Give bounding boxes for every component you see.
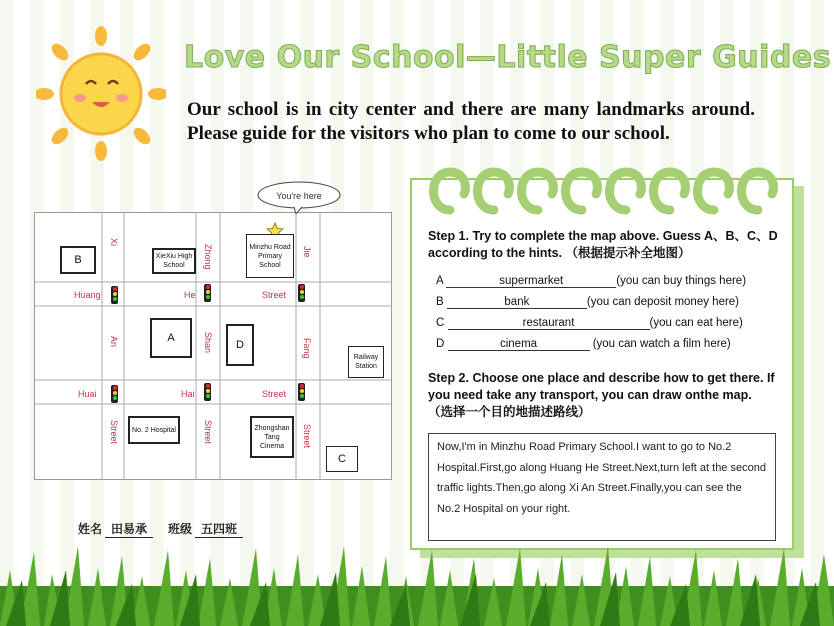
grass-decoration bbox=[0, 540, 834, 626]
answer-b-value: bank bbox=[447, 296, 587, 309]
place-minzhu-road-primary-school: Minzhu Road Primary School bbox=[246, 234, 294, 278]
answer-row-c: C restaurant (you can eat here) bbox=[436, 317, 743, 329]
place-d: D bbox=[226, 324, 254, 366]
place-b: B bbox=[60, 246, 96, 274]
student-info bbox=[78, 520, 243, 538]
street-label-shan: Shan bbox=[203, 332, 213, 354]
answer-a-hint: (you can buy things here) bbox=[616, 275, 747, 287]
traffic-light-icon bbox=[298, 383, 305, 401]
traffic-light-icon bbox=[298, 284, 305, 302]
answer-b-hint: (you can deposit money here) bbox=[586, 296, 740, 308]
class-value: 五四班 bbox=[195, 520, 243, 538]
street-label-street-center: Street bbox=[203, 420, 213, 445]
street-label-street-left: Street bbox=[109, 420, 119, 445]
street-label-zhong: Zhong bbox=[203, 244, 213, 270]
traffic-light-icon bbox=[111, 286, 118, 304]
place-railway-station: Railway Station bbox=[348, 346, 384, 378]
street-label-he: He bbox=[184, 290, 196, 300]
answer-d-value: cinema bbox=[448, 338, 590, 351]
street-label-huai: Huai bbox=[78, 389, 97, 399]
class-label: 班级 bbox=[168, 522, 193, 536]
street-label-xi: Xi bbox=[109, 238, 119, 247]
place-no2-hospital: No. 2 Hospital bbox=[128, 416, 180, 444]
step2-instructions: Step 2. Choose one place and describe how to get there. If you need take any transport, you can draw onthe map. （选择一个目的地描述路线） bbox=[428, 371, 775, 419]
answer-c-hint: (you can eat here) bbox=[649, 317, 743, 329]
route-description: Now,I'm in Minzhu Road Primary School.I want to go to No.2 Hospital.First,go along Huang He Street.Next,turn left at the second traffic lights.Then,go along Xi An Street.Finally,you can see the No.2 Hospital on your right. bbox=[428, 433, 776, 541]
name-label: 姓名 bbox=[78, 522, 103, 536]
intro-text: Our school is in city center and there are many landmarks around. Please guide for the visitors who plan to come to our school. bbox=[187, 99, 755, 144]
place-a: A bbox=[150, 318, 192, 358]
answer-c-value: restaurant bbox=[448, 317, 650, 330]
place-xiexiu-high-school: XieXiu High School bbox=[152, 248, 196, 274]
street-label-huang: Huang bbox=[74, 290, 101, 300]
traffic-light-icon bbox=[204, 383, 211, 401]
sun-illustration bbox=[36, 26, 166, 161]
answer-d-hint: (you can watch a film here) bbox=[589, 338, 731, 350]
street-label-an: An bbox=[109, 336, 119, 348]
place-zhongshan-tang-cinema: Zhongshan Tang Cinema bbox=[250, 416, 294, 458]
you-are-here-label: You're here bbox=[276, 191, 322, 201]
traffic-light-icon bbox=[111, 385, 118, 403]
page-title: Love Our School—Little Super Guides bbox=[184, 40, 832, 75]
street-label-jie: Jie bbox=[302, 246, 312, 258]
street-label-hai: Hai bbox=[181, 389, 195, 399]
answer-row-b: B bank (you can deposit money here) bbox=[436, 296, 740, 308]
name-value: 田易承 bbox=[105, 520, 153, 538]
street-label-fang: Fang bbox=[302, 338, 312, 359]
answer-row-d: D cinema (you can watch a film here) bbox=[436, 338, 731, 350]
street-label-street-mid: Street bbox=[262, 389, 287, 399]
street-label-street-top: Street bbox=[262, 290, 287, 300]
answer-row-a: A supermarket (you can buy things here) bbox=[436, 275, 747, 287]
step1-instructions: Step 1. Try to complete the map above. Guess A、B、C、D according to the hints. （根据提示补全地图） bbox=[428, 229, 778, 260]
street-label-street-right: Street bbox=[302, 424, 312, 449]
place-c: C bbox=[326, 446, 358, 472]
traffic-light-icon bbox=[204, 284, 211, 302]
notebook-spiral-icon bbox=[420, 164, 780, 222]
answer-a-value: supermarket bbox=[446, 275, 616, 288]
